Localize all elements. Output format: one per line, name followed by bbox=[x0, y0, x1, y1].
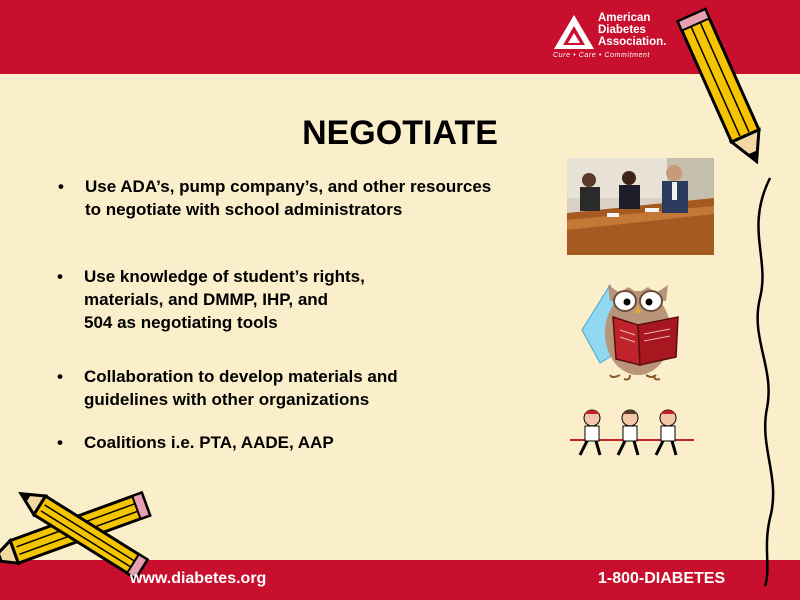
ada-logo-icon bbox=[553, 14, 595, 50]
footer-website-link[interactable]: www.diabetes.org bbox=[130, 570, 267, 587]
bullet-item-2: • Use knowledge of student’s rights, materials, and DMMP, IHP, and 504 as negotiating tools bbox=[57, 267, 365, 332]
ada-tagline: Cure • Care • Commitment bbox=[553, 52, 651, 59]
bullet-item-1: • Use ADA’s, pump company’s, and other resources to negotiate with school administrators bbox=[58, 177, 492, 219]
pencil-right-icon bbox=[675, 8, 785, 588]
bullet-item-3: • Collaboration to develop materials and guidelines with other organizations bbox=[57, 367, 398, 409]
ada-logo-text: American Diabetes Association. bbox=[598, 12, 667, 48]
bullet-item-4: • Coalitions i.e. PTA, AADE, AAP bbox=[57, 433, 334, 452]
slide-title: NEGOTIATE bbox=[302, 114, 498, 152]
footer-phone: 1-800-DIABETES bbox=[598, 570, 726, 587]
owl-reading-icon bbox=[580, 275, 690, 385]
